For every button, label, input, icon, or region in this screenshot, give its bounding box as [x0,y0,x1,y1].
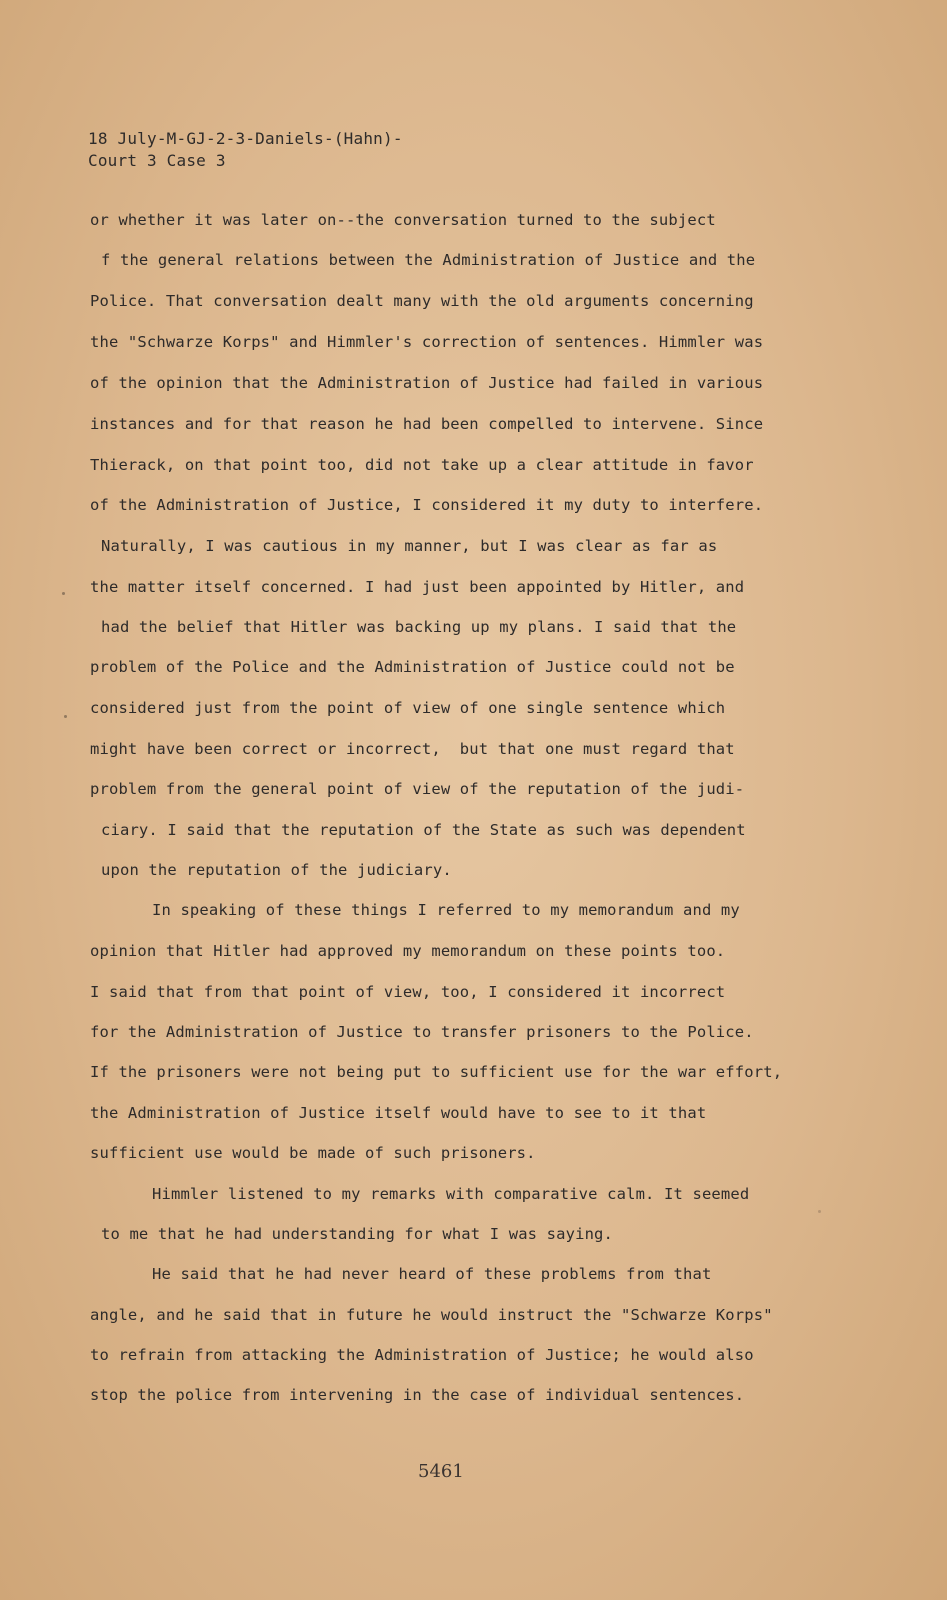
body-line: I said that from that point of view, too, I considered it incorrect [90,983,726,1001]
body-line: had the belief that Hitler was backing up my plans. I said that the [101,618,737,636]
body-line: sufficient use would be made of such prisoners. [90,1144,536,1162]
body-line: of the Administration of Justice, I considered it my duty to interfere. [90,496,764,514]
body-line: or whether it was later on--the conversation turned to the subject [90,211,716,229]
body-line: to me that he had understanding for what I was saying. [101,1225,614,1243]
paper-speck [62,592,65,595]
case-header [88,128,403,172]
body-line: the Administration of Justice itself would have to see to it that [90,1104,707,1122]
paper-speck [818,1210,821,1213]
body-line: problem of the Police and the Administration of Justice could not be [90,658,735,676]
page-number: 5461 [418,1461,464,1482]
body-line: the "Schwarze Korps" and Himmler's correction of sentences. Himmler was [90,333,764,351]
body-line: f the general relations between the Administration of Justice and the [101,251,756,269]
body-line: If the prisoners were not being put to sufficient use for the war effort, [90,1063,783,1081]
body-line: Naturally, I was cautious in my manner, but I was clear as far as [101,537,718,555]
case-header-line-2: Court 3 Case 3 [88,151,226,170]
body-line: angle, and he said that in future he would instruct the "Schwarze Korps" [90,1306,773,1324]
body-line: In speaking of these things I referred to my memorandum and my [152,901,740,919]
body-line: Himmler listened to my remarks with comparative calm. It seemed [152,1185,750,1203]
body-line: the matter itself concerned. I had just been appointed by Hitler, and [90,578,745,596]
body-line: might have been correct or incorrect, but that one must regard that [90,740,735,758]
body-line: to refrain from attacking the Administration of Justice; he would also [90,1346,754,1364]
paper-speck [64,715,67,718]
body-line: Police. That conversation dealt many with the old arguments concerning [90,292,754,310]
body-line: considered just from the point of view of one single sentence which [90,699,726,717]
body-line: problem from the general point of view of the reputation of the judi- [90,780,745,798]
body-line: opinion that Hitler had approved my memorandum on these points too. [90,942,726,960]
body-line: instances and for that reason he had been compelled to intervene. Since [90,415,764,433]
body-line: He said that he had never heard of these problems from that [152,1265,712,1283]
body-line: of the opinion that the Administration of Justice had failed in various [90,374,764,392]
body-line: Thierack, on that point too, did not take up a clear attitude in favor [90,456,754,474]
body-line: ciary. I said that the reputation of the State as such was dependent [101,821,746,839]
body-line: upon the reputation of the judiciary. [101,861,452,879]
body-line: stop the police from intervening in the case of individual sentences. [90,1386,745,1404]
case-header-line-1: 18 July-M-GJ-2-3-Daniels-(Hahn)- [88,129,403,148]
body-line: for the Administration of Justice to transfer prisoners to the Police. [90,1023,754,1041]
